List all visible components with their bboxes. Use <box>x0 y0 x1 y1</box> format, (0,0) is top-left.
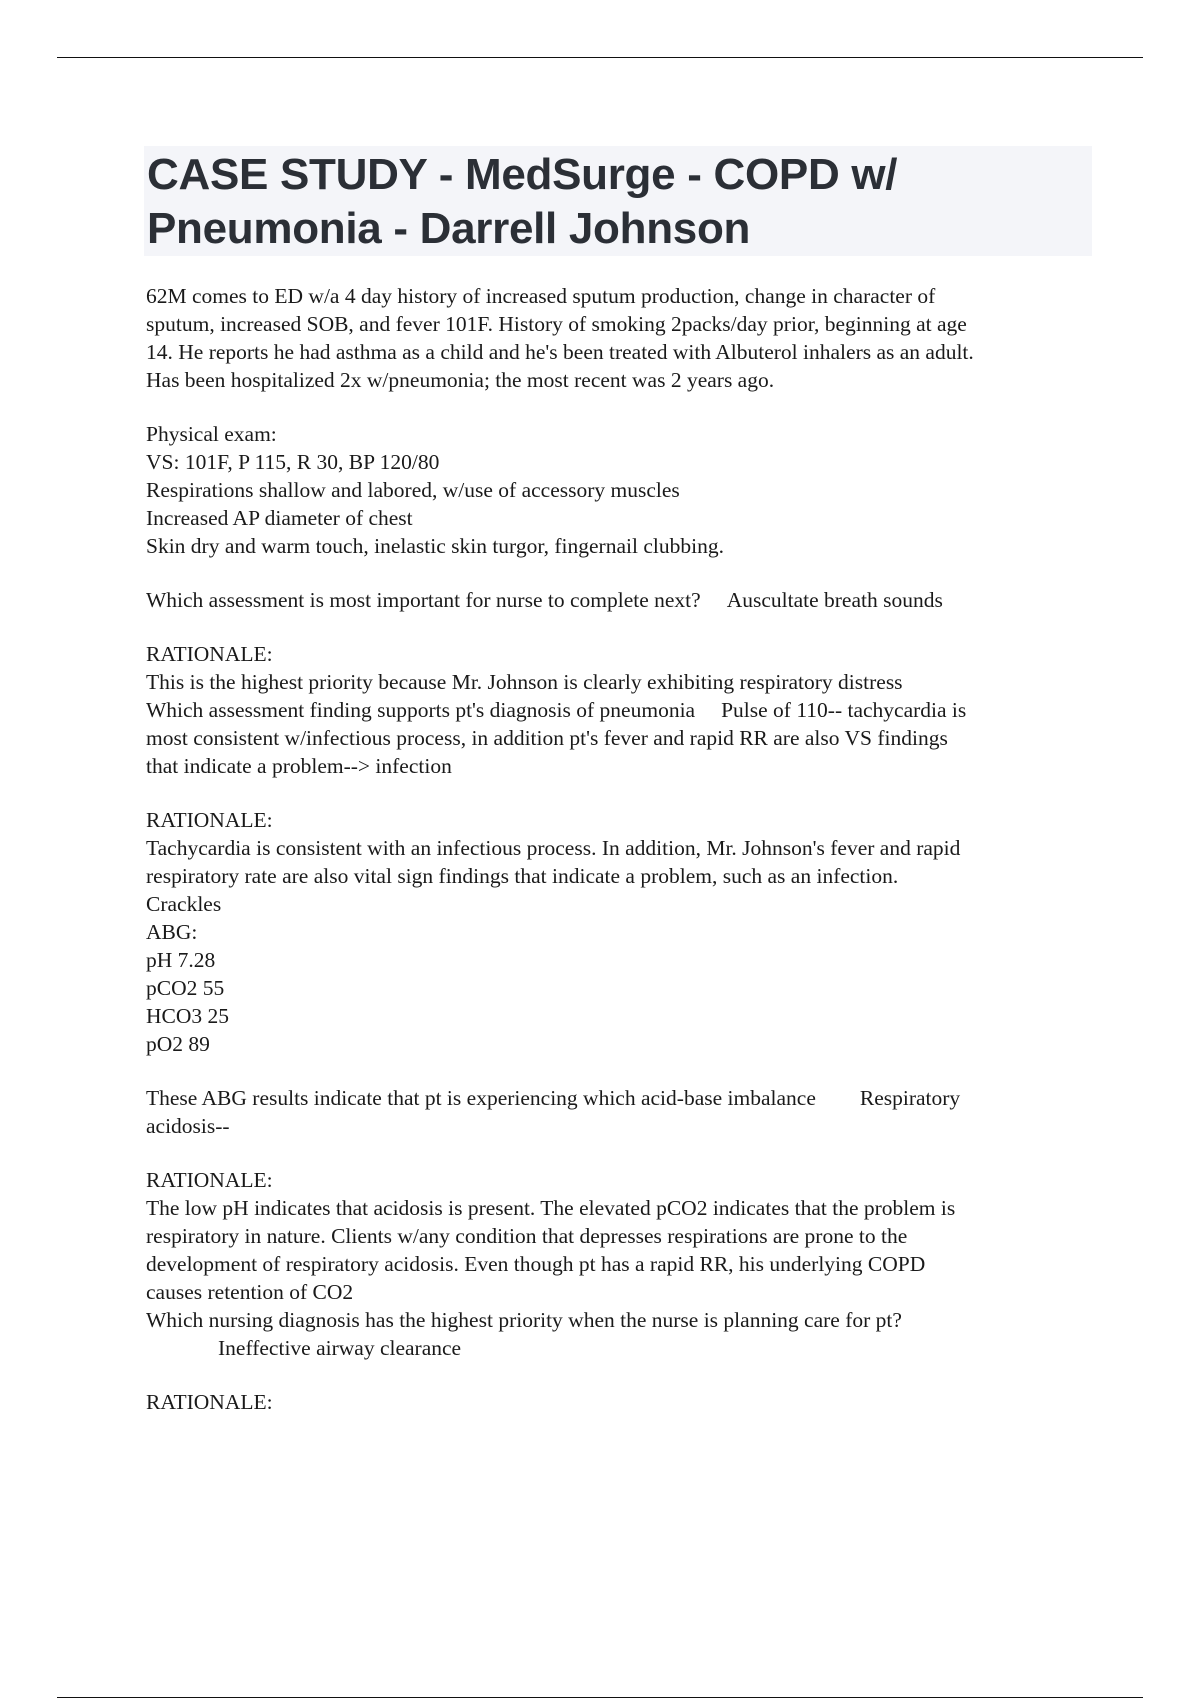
physical-exam-heading: Physical exam: <box>146 422 277 446</box>
abg-ph: pH 7.28 <box>146 948 216 972</box>
top-rule <box>57 57 1143 58</box>
question-1 <box>146 586 1106 614</box>
intro-paragraph <box>146 282 1106 394</box>
physical-exam-section <box>146 420 1106 560</box>
question-2-answer: Pulse of 110-- tachycardia is <box>721 698 967 722</box>
document-body <box>146 282 1106 1416</box>
text-line: causes retention of CO2 <box>146 1280 354 1304</box>
text-line: 62M comes to ED w/a 4 day history of increased sputum production, change in character of <box>146 284 936 308</box>
abg-heading: ABG: <box>146 920 198 944</box>
finding-crackles: Crackles <box>146 892 222 916</box>
text-line: Respirations shallow and labored, w/use of accessory muscles <box>146 478 680 502</box>
question-4-text: Which nursing diagnosis has the highest priority when the nurse is planning care for pt? <box>146 1308 902 1332</box>
text-line: respiratory in nature. Clients w/any condition that depresses respirations are prone to the <box>146 1224 908 1248</box>
question-3-answer: Respiratory <box>859 1086 961 1110</box>
text-line: 14. He reports he had asthma as a child and he's been treated with Albuterol inhalers as an adult. <box>146 340 974 364</box>
rationale-label: RATIONALE: <box>146 642 273 666</box>
question-2 <box>146 696 1106 724</box>
rationale-1-text: This is the highest priority because Mr. Johnson is clearly exhibiting respiratory distress <box>146 670 903 694</box>
rationale-label: RATIONALE: <box>146 1390 273 1414</box>
abg-hco3: HCO3 25 <box>146 1004 230 1028</box>
text-line: Tachycardia is consistent with an infectious process. In addition, Mr. Johnson's fever and rapid <box>146 836 961 860</box>
question-3-answer-line: acidosis-- <box>146 1114 230 1138</box>
question-2-answer-line: that indicate a problem--> infection <box>146 754 452 778</box>
text-line: Increased AP diameter of chest <box>146 506 413 530</box>
rationale-label: RATIONALE: <box>146 808 273 832</box>
question-2-text: Which assessment finding supports pt's diagnosis of pneumonia <box>146 698 696 722</box>
text-line: development of respiratory acidosis. Even though pt has a rapid RR, his underlying COPD <box>146 1252 926 1276</box>
title-block <box>144 146 1092 256</box>
question-1-answer: Auscultate breath sounds <box>726 588 943 612</box>
question-3 <box>146 1084 1106 1112</box>
document-title <box>147 148 1088 256</box>
question-3-text: These ABG results indicate that pt is experiencing which acid-base imbalance <box>146 1086 816 1110</box>
question-2-answer-line: most consistent w/infectious process, in addition pt's fever and rapid RR are also VS findings <box>146 726 948 750</box>
text-line: respiratory rate are also vital sign findings that indicate a problem, such as an infection. <box>146 864 899 888</box>
abg-pco2: pCO2 55 <box>146 976 225 1000</box>
bottom-rule <box>57 1697 1143 1698</box>
text-line: sputum, increased SOB, and fever 101F. History of smoking 2packs/day prior, beginning at age <box>146 312 967 336</box>
title-line-2: Pneumonia - Darrell Johnson <box>147 204 751 253</box>
title-line-1: CASE STUDY - MedSurge - COPD w/ <box>147 150 898 199</box>
text-line: Has been hospitalized 2x w/pneumonia; the most recent was 2 years ago. <box>146 368 775 392</box>
question-4-answer: Ineffective airway clearance <box>218 1336 462 1360</box>
question-1-text: Which assessment is most important for nurse to complete next? <box>146 588 701 612</box>
vital-signs-line: VS: 101F, P 115, R 30, BP 120/80 <box>146 450 440 474</box>
text-line: Skin dry and warm touch, inelastic skin turgor, fingernail clubbing. <box>146 534 724 558</box>
text-line: The low pH indicates that acidosis is present. The elevated pCO2 indicates that the problem is <box>146 1196 956 1220</box>
abg-po2: pO2 89 <box>146 1032 210 1056</box>
rationale-label: RATIONALE: <box>146 1168 273 1192</box>
